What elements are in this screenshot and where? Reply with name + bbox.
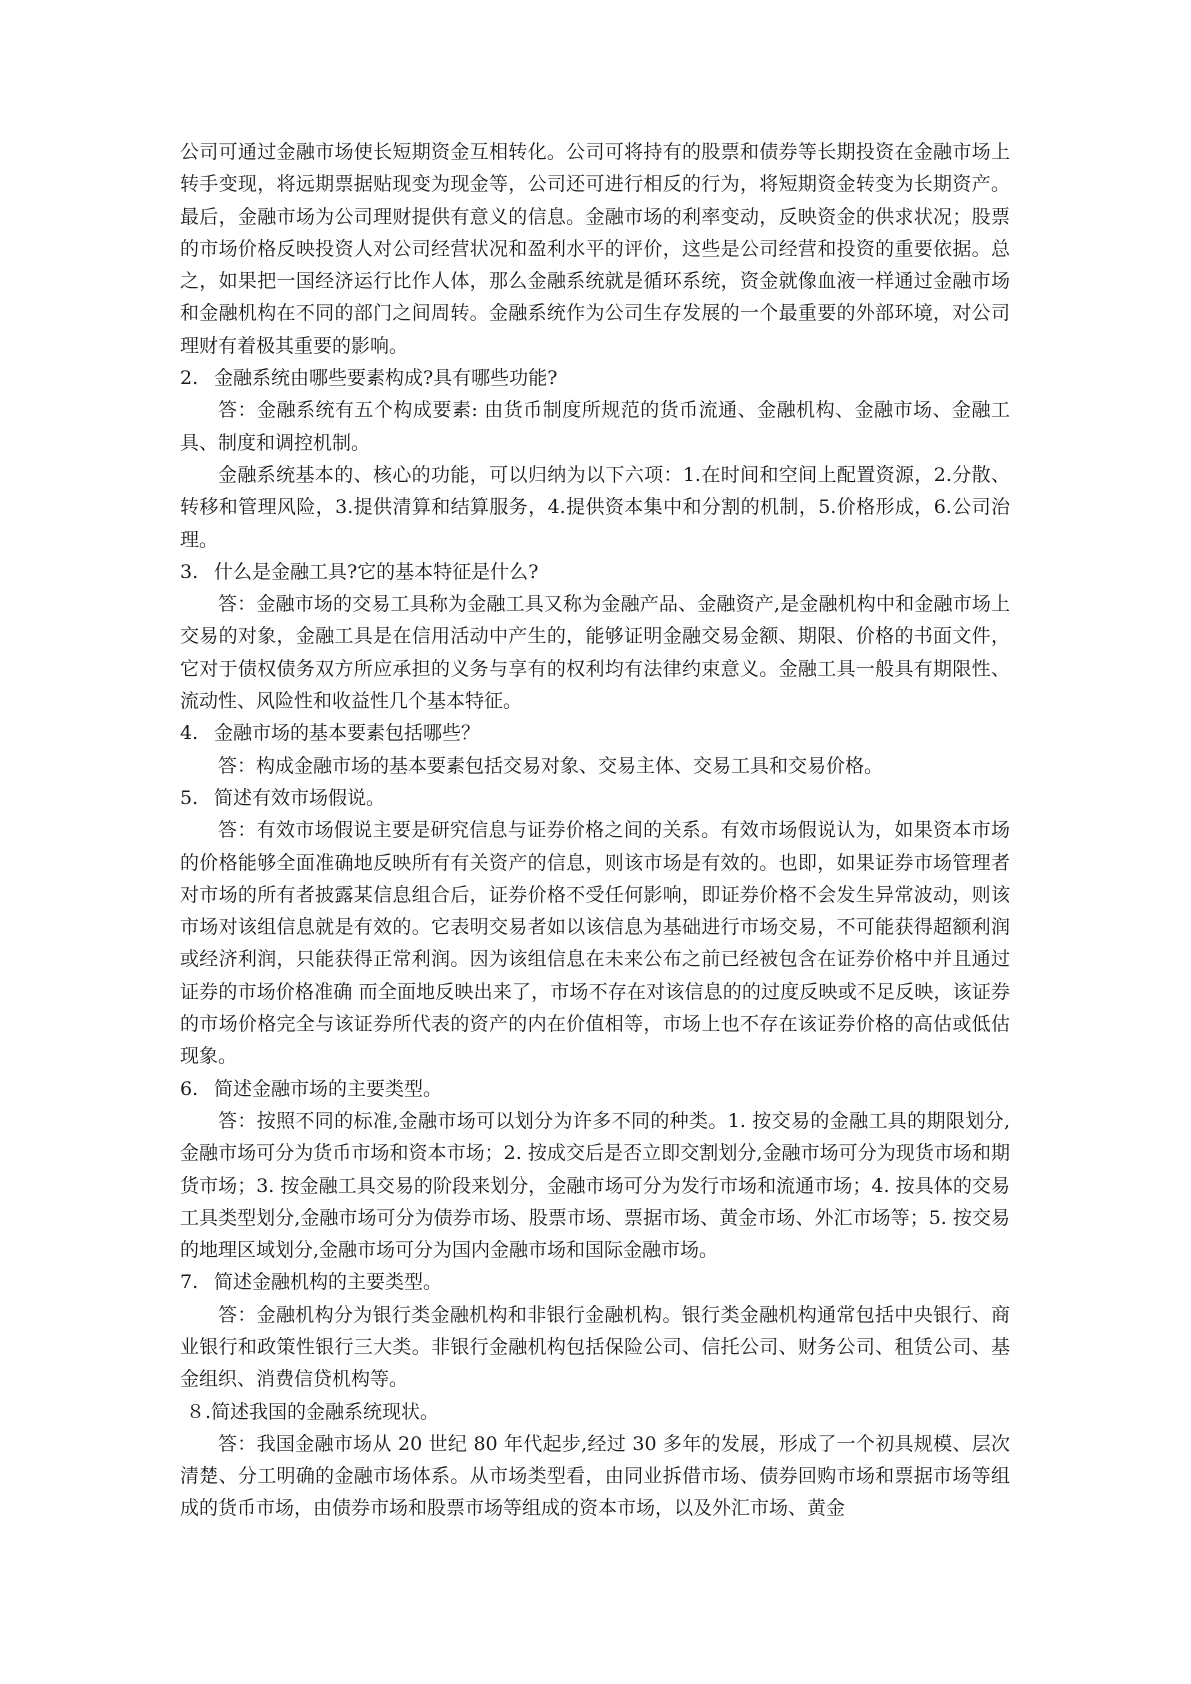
- question-text: 简述有效市场假说。: [214, 786, 386, 809]
- answer-4: 答：构成金融市场的基本要素包括交易对象、交易主体、交易工具和交易价格。: [218, 754, 884, 777]
- document-page: [180, 136, 1010, 1525]
- question-8: [180, 1396, 1010, 1428]
- answer-6: 答：按照不同的标准,金融市场可以划分为许多不同的种类。1. 按交易的金融工具的期限划分,金融市场可分为货币市场和资本市场；2. 按成交后是否立即交割划分,金融市场可分为现货市场和期货市场；3. 按金融工具交易的阶段来划分，金融市场可分为发行市场和流通市场；4. 按具体的交易工具类型划分,金融市场可分为债券市场、股票市场、票据市场、黄金市场、外汇市场等；5. 按交易的地理区域划分,金融市场可分为国内金融市场和国际金融市场。: [180, 1109, 1010, 1262]
- question-number: 7.: [180, 1271, 199, 1294]
- intro-paragraph: 公司可通过金融市场使长短期资金互相转化。公司可将持有的股票和债券等长期投资在金融市场上转手变现，将远期票据贴现变为现金等，公司还可进行相反的行为，将短期资金转变为长期资产。最后，金融市场为公司理财提供有意义的信息。金融市场的利率变动，反映资金的供求状况；股票的市场价格反映投资人对公司经营状况和盈利水平的评价，这些是公司经营和投资的重要依据。总之，如果把一国经济运行比作人体，那么金融系统就是循环系统，资金就像血液一样通过金融市场和金融机构在不同的部门之间周转。金融系统作为公司生存发展的一个最重要的外部环境，对公司理财有着极其重要的影响。: [180, 141, 1010, 357]
- question-text: 什么是金融工具?它的基本特征是什么?: [214, 560, 539, 583]
- question-number: ８.: [186, 1400, 212, 1423]
- question-4: [180, 717, 1010, 749]
- question-2: [180, 362, 1010, 394]
- question-text: 金融系统由哪些要素构成?具有哪些功能?: [214, 367, 558, 390]
- question-5: [180, 782, 1010, 814]
- question-7: [180, 1266, 1010, 1298]
- question-number: 3.: [180, 560, 199, 583]
- question-number: 4.: [180, 722, 199, 745]
- answer-7: 答：金融机构分为银行类金融机构和非银行金融机构。银行类金融机构通常包括中央银行、商业银行和政策性银行三大类。非银行金融机构包括保险公司、信托公司、财务公司、租赁公司、基金组织、消费信贷机构等。: [180, 1303, 1010, 1391]
- question-text: 简述金融机构的主要类型。: [214, 1271, 443, 1294]
- question-number: 5.: [180, 786, 199, 809]
- question-6: [180, 1073, 1010, 1105]
- question-text: 简述金融市场的主要类型。: [214, 1077, 443, 1100]
- answer-3: 答：金融市场的交易工具称为金融工具又称为金融产品、金融资产,是金融机构中和金融市场上交易的对象，金融工具是在信用活动中产生的，能够证明金融交易金额、期限、价格的书面文件，它对于债权债务双方所应承担的义务与享有的权利均有法律约束意义。金融工具一般具有期限性、流动性、风险性和收益性几个基本特征。: [180, 593, 1010, 713]
- question-3: [180, 556, 1010, 588]
- answer-2-paragraph-1: 答：金融系统有五个构成要素: 由货币制度所规范的货币流通、金融机构、金融市场、金融工具、制度和调控机制。: [180, 399, 1010, 454]
- question-number: 2.: [180, 367, 199, 390]
- answer-2-paragraph-2: 金融系统基本的、核心的功能，可以归纳为以下六项：1.在时间和空间上配置资源，2.分散、转移和管理风险，3.提供清算和结算服务，4.提供资本集中和分割的机制，5.价格形成，6.公司治理。: [180, 463, 1010, 551]
- answer-8: 答：我国金融市场从 20 世纪 80 年代起步,经过 30 多年的发展，形成了一个初具规模、层次清楚、分工明确的金融市场体系。从市场类型看，由同业拆借市场、债券回购市场和票据市场等组成的货币市场，由债券市场和股票市场等组成的资本市场，以及外汇市场、黄金: [180, 1432, 1010, 1520]
- answer-5: 答：有效市场假说主要是研究信息与证券价格之间的关系。有效市场假说认为，如果资本市场的价格能够全面准确地反映所有有关资产的信息，则该市场是有效的。也即，如果证券市场管理者对市场的所有者披露某信息组合后，证券价格不受任何影响，即证券价格不会发生异常波动，则该市场对该组信息就是有效的。它表明交易者如以该信息为基础进行市场交易，不可能获得超额利润或经济利润，只能获得正常利润。因为该组信息在未来公布之前已经被包含在证券价格中并且通过证券的市场价格准确 而全面地反映出来了，市场不存在对该信息的的过度反映或不足反映，该证券的市场价格完全与该证券所代表的资产的内在价值相等，市场上也不存在该证券价格的高估或低估现象。: [180, 819, 1010, 1068]
- question-number: 6.: [180, 1077, 199, 1100]
- question-text: 金融市场的基本要素包括哪些？: [214, 722, 481, 745]
- question-text: 简述我国的金融系统现状。: [211, 1400, 440, 1423]
